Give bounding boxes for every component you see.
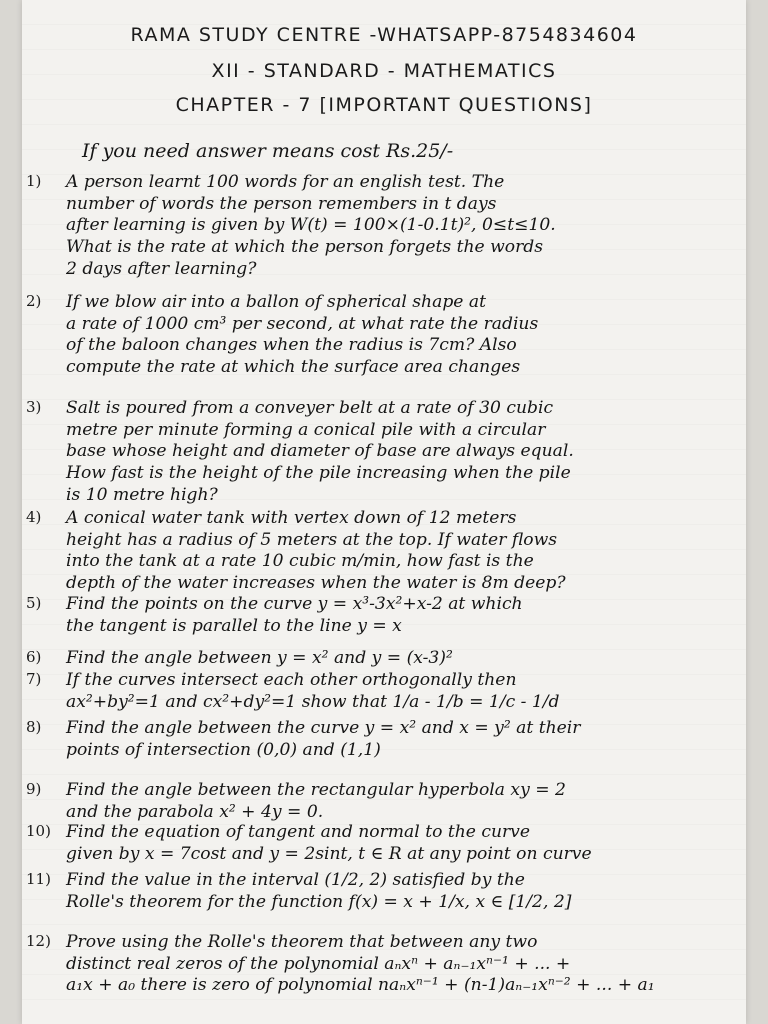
question-item (26, 870, 744, 913)
question-text-line: If the curves intersect each other orthogonally then (66, 670, 517, 690)
question-text-line: Find the angle between the rectangular hyperbola xy = 2 (66, 780, 566, 800)
question-text-line: the tangent is parallel to the line y = x (66, 615, 402, 636)
question-text-line: given by x = 7cost and y = 2sint, t ∈ R at any point on curve (66, 843, 592, 864)
question-text-line: What is the rate at which the person forgets the words (66, 237, 544, 258)
question-item (26, 508, 744, 595)
question-text-line: is 10 metre high? (66, 484, 218, 505)
question-text-line: metre per minute forming a conical pile with a circular (66, 419, 546, 440)
question-item (26, 718, 744, 761)
question-text-line: Find the value in the interval (1/2, 2) satisfied by the (66, 870, 525, 890)
question-text-line: 2 days after learning? (66, 258, 257, 279)
question-number: 3) (26, 398, 42, 416)
question-number: 7) (26, 670, 42, 688)
question-text-line: Find the angle between the curve y = x² and x = y² at their (66, 718, 581, 738)
question-item (26, 594, 744, 637)
question-text-line: Rolle's theorem for the function f(x) = x + 1/x, x ∈ [1/2, 2] (66, 891, 572, 912)
question-text-line: depth of the water increases when the water is 8m deep? (66, 573, 566, 594)
question-number: 8) (26, 718, 42, 736)
question-number: 5) (26, 594, 42, 612)
question-text-line: points of intersection (0,0) and (1,1) (66, 739, 381, 760)
question-text-line: after learning is given by W(t) = 100×(1-0.1t)², 0≤t≤10. (66, 215, 556, 236)
question-item (26, 398, 744, 507)
question-text-line: a rate of 1000 cm³ per second, at what rate the radius (66, 313, 539, 334)
question-item (26, 172, 744, 281)
question-item (26, 932, 744, 997)
question-text-line: Prove using the Rolle's theorem that between any two (66, 932, 538, 952)
question-number: 2) (26, 292, 42, 310)
question-item (26, 780, 744, 823)
question-number: 4) (26, 508, 42, 526)
centre-title: RAMA STUDY CENTRE -WHATSAPP-8754834604 (130, 24, 638, 46)
question-number: 9) (26, 780, 42, 798)
question-text-line: height has a radius of 5 meters at the top. If water flows (66, 529, 558, 550)
question-number: 12) (26, 932, 51, 950)
question-text-line: compute the rate at which the surface area changes (66, 357, 521, 378)
question-number: 6) (26, 648, 42, 666)
question-text-line: distinct real zeros of the polynomial aₙxⁿ + aₙ₋₁xⁿ⁻¹ + ... + (66, 953, 571, 974)
question-text-line: Find the points on the curve y = x³-3x²+x-2 at which (66, 594, 523, 614)
question-text-line: number of words the person remembers in t days (66, 193, 497, 214)
question-text-line: How fast is the height of the pile increasing when the pile (66, 463, 571, 484)
question-number: 11) (26, 870, 51, 888)
question-text-line: A person learnt 100 words for an english test. The (66, 172, 505, 192)
question-text-line: ax²+by²=1 and cx²+dy²=1 show that 1/a - 1/b = 1/c - 1/d (66, 691, 560, 712)
question-text-line: Find the equation of tangent and normal to the curve (66, 822, 531, 842)
question-sheet (22, 0, 746, 1024)
question-text-line: and the parabola x² + 4y = 0. (66, 801, 324, 822)
question-item (26, 292, 744, 379)
question-text-line: Salt is poured from a conveyer belt at a rate of 30 cubic (66, 398, 554, 418)
question-text-line: into the tank at a rate 10 cubic m/min, how fast is the (66, 551, 534, 572)
question-text-line: Find the angle between y = x² and y = (x-3)² (66, 648, 453, 668)
price-note: If you need answer means cost Rs.25/- (82, 140, 454, 162)
question-number: 10) (26, 822, 51, 840)
question-item (26, 822, 744, 865)
subject-title: XII - STANDARD - MATHEMATICS (211, 60, 557, 82)
question-item (26, 648, 744, 670)
question-text-line: A conical water tank with vertex down of 12 meters (66, 508, 517, 528)
chapter-title: CHAPTER - 7 [IMPORTANT QUESTIONS] (175, 94, 593, 116)
question-text-line: a₁x + a₀ there is zero of polynomial naₙxⁿ⁻¹ + (n-1)aₙ₋₁xⁿ⁻² + ... + a₁ (66, 975, 655, 996)
question-number: 1) (26, 172, 42, 190)
question-text-line: base whose height and diameter of base are always equal. (66, 441, 574, 462)
question-text-line: If we blow air into a ballon of spherical shape at (66, 292, 486, 312)
question-item (26, 670, 744, 713)
question-text-line: of the baloon changes when the radius is 7cm? Also (66, 335, 517, 356)
